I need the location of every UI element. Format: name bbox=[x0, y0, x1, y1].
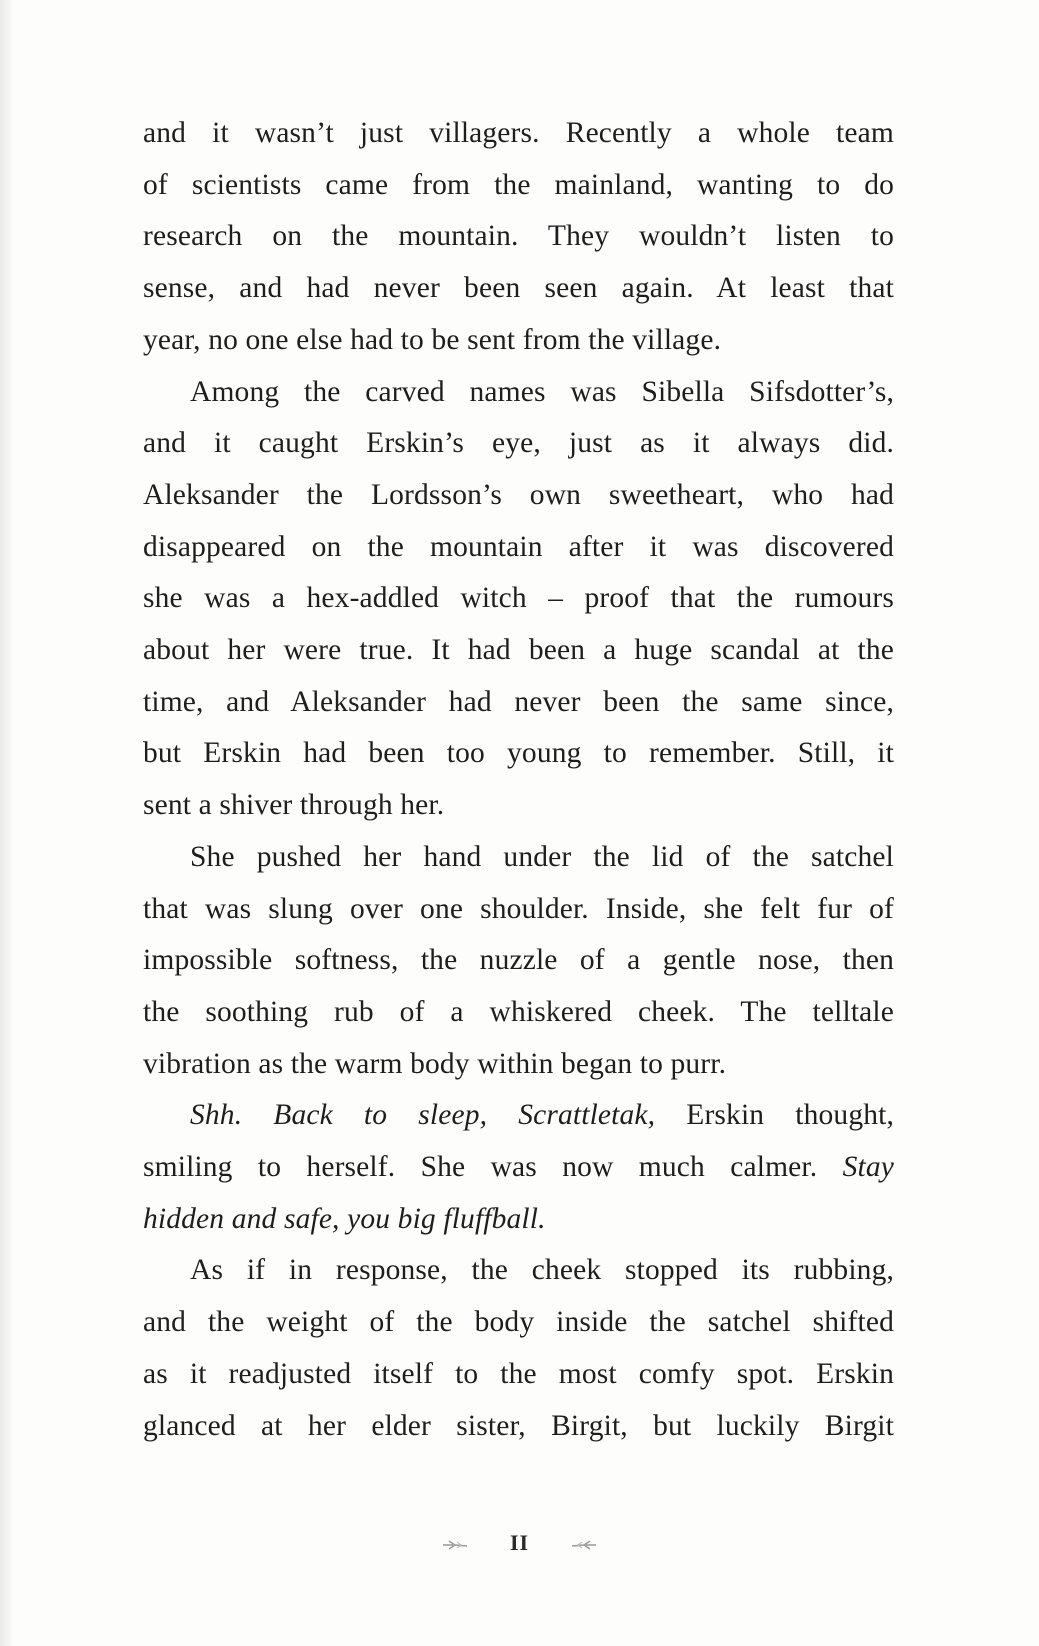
text-line bbox=[143, 367, 894, 419]
text-run: the soothing rub of a whiskered cheek. The telltale bbox=[143, 995, 894, 1028]
text-line bbox=[143, 987, 894, 1039]
text-line bbox=[143, 1297, 894, 1349]
page-gutter-shadow bbox=[0, 0, 14, 1646]
text-line bbox=[143, 1401, 894, 1453]
text-line bbox=[143, 1090, 894, 1142]
text-line bbox=[143, 470, 894, 522]
text-run: time, and Aleksander had never been the same since, bbox=[143, 685, 894, 718]
paragraph bbox=[143, 832, 894, 1091]
text-run: Among the carved names was Sibella Sifsdotter’s, bbox=[190, 375, 894, 408]
text-line bbox=[143, 1245, 894, 1297]
text-line bbox=[143, 728, 894, 780]
text-run: sent a shiver through her. bbox=[143, 789, 445, 822]
text-line bbox=[143, 1142, 894, 1194]
text-run: she was a hex-addled witch – proof that the rumours bbox=[143, 582, 894, 615]
text-run: Aleksander the Lordsson’s own sweetheart, who had bbox=[143, 478, 894, 511]
text-line bbox=[143, 108, 894, 160]
text-run: impossible softness, the nuzzle of a gentle nose, then bbox=[143, 944, 894, 977]
page-number: II bbox=[509, 1530, 530, 1555]
text-run: and it wasn’t just villagers. Recently a whole team bbox=[143, 117, 894, 149]
text-line bbox=[143, 418, 894, 470]
text-line bbox=[143, 832, 894, 884]
text-run: disappeared on the mountain after it was discovered bbox=[143, 530, 894, 563]
right-ornament-icon bbox=[558, 1537, 598, 1553]
body-text bbox=[143, 108, 894, 1452]
paragraph bbox=[143, 108, 894, 367]
italic-text: Stay bbox=[842, 1151, 894, 1184]
text-run: vibration as the warm body within began to purr. bbox=[143, 1047, 727, 1080]
text-run: and the weight of the body inside the satchel shifted bbox=[143, 1306, 894, 1339]
text-line bbox=[143, 1039, 894, 1091]
text-run: year, no one else had to be sent from the village. bbox=[143, 323, 722, 356]
text-line bbox=[143, 315, 894, 367]
text-run: sense, and had never been seen again. At least that bbox=[143, 272, 894, 305]
text-line bbox=[143, 780, 894, 832]
text-line bbox=[143, 625, 894, 677]
text-run: that was slung over one shoulder. Inside, she felt fur of bbox=[143, 892, 894, 925]
text-run: research on the mountain. They wouldn’t listen to bbox=[143, 220, 894, 253]
paragraph bbox=[143, 367, 894, 832]
text-line bbox=[143, 1349, 894, 1401]
text-line bbox=[143, 522, 894, 574]
text-line bbox=[143, 1194, 894, 1246]
text-line bbox=[143, 160, 894, 212]
text-run: as it readjusted itself to the most comfy spot. Erskin bbox=[143, 1357, 894, 1390]
text-line bbox=[143, 677, 894, 729]
text-run: She pushed her hand under the lid of the satchel bbox=[190, 840, 894, 873]
text-line bbox=[143, 884, 894, 936]
text-line bbox=[143, 211, 894, 263]
text-run: As if in response, the cheek stopped its rubbing, bbox=[190, 1254, 894, 1287]
paragraph bbox=[143, 1245, 894, 1452]
text-line bbox=[143, 935, 894, 987]
left-ornament-icon bbox=[441, 1537, 481, 1553]
text-line bbox=[143, 263, 894, 315]
page-footer bbox=[0, 1530, 1039, 1556]
text-line bbox=[143, 573, 894, 625]
italic-text: Shh. Back to sleep, Scrattletak, bbox=[190, 1099, 656, 1132]
text-run: about her were true. It had been a huge scandal at the bbox=[143, 634, 894, 667]
italic-text: hidden and safe, you big fluffball. bbox=[143, 1202, 546, 1235]
text-run: glanced at her elder sister, Birgit, but luckily Birgit bbox=[143, 1409, 894, 1442]
text-run: Erskin thought, bbox=[655, 1099, 894, 1132]
text-run: but Erskin had been too young to remember. Still, it bbox=[143, 737, 894, 770]
text-run: and it caught Erskin’s eye, just as it always did. bbox=[143, 427, 894, 460]
paragraph bbox=[143, 1090, 894, 1245]
text-run: smiling to herself. She was now much calmer. bbox=[143, 1151, 843, 1184]
text-run: of scientists came from the mainland, wanting to do bbox=[143, 168, 894, 201]
